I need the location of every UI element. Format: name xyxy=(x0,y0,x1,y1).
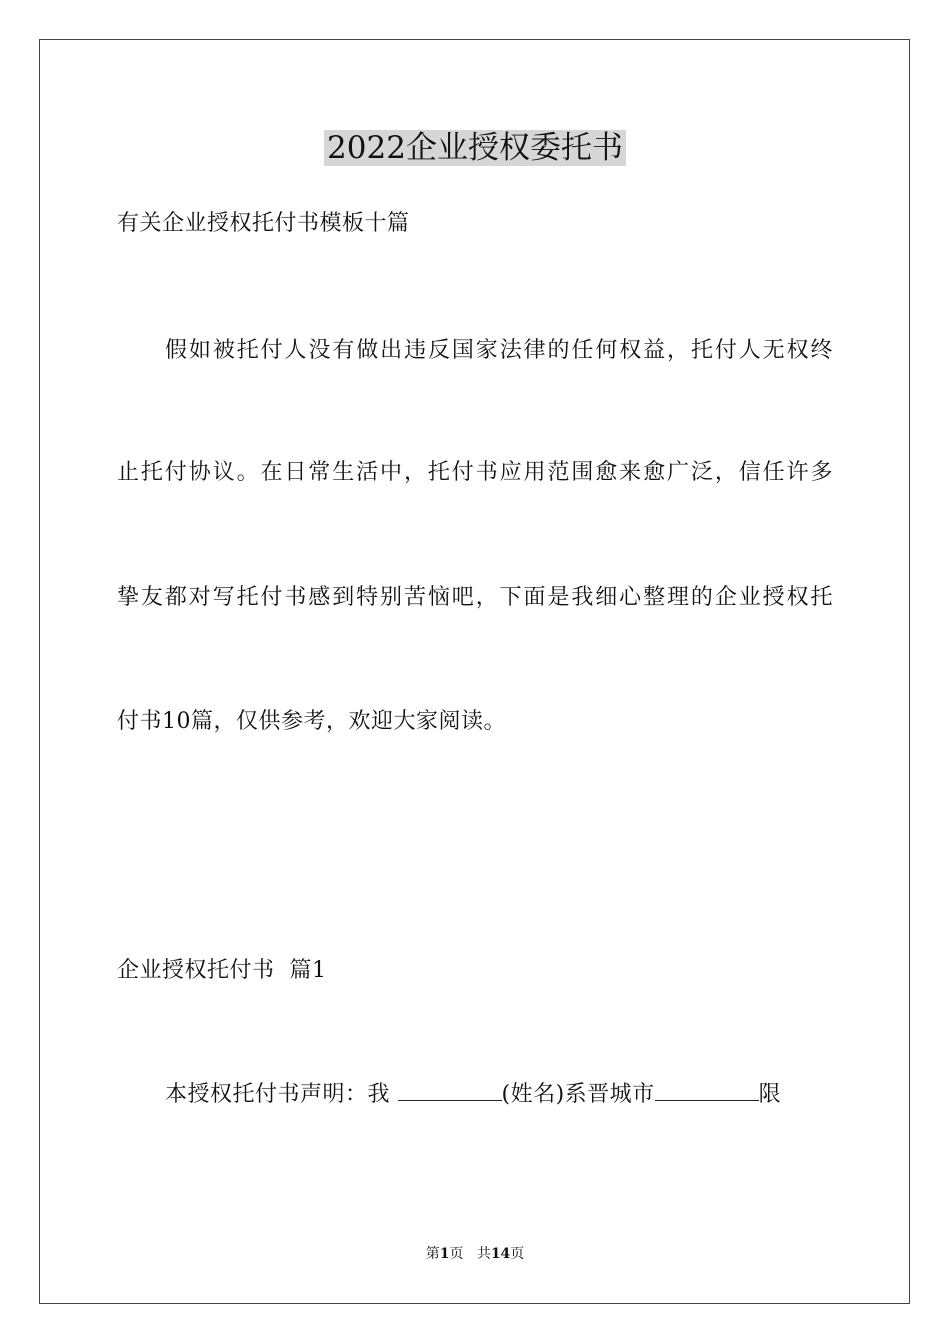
footer-total-prefix: 共 xyxy=(476,1246,491,1262)
document-subtitle: 有关企业授权托付书模板十篇 xyxy=(117,211,410,236)
footer-total-suffix: 页 xyxy=(510,1246,525,1262)
declaration-line xyxy=(165,1080,781,1110)
section-heading: 企业授权托付书 篇1 xyxy=(117,958,327,983)
intro-line-3: 挚友都对写托付书感到特别苦恼吧，下面是我细心整理的企业授权托 xyxy=(117,585,833,610)
document-title xyxy=(0,126,950,170)
document-title-text: 2022企业授权委托书 xyxy=(324,130,626,166)
page-footer xyxy=(0,1244,950,1264)
intro-line-2: 止托付协议。在日常生活中，托付书应用范围愈来愈广泛，信任许多 xyxy=(117,460,833,485)
name-blank-field[interactable] xyxy=(398,1080,502,1101)
declaration-text-3: 限 xyxy=(758,1082,782,1107)
company-blank-field[interactable] xyxy=(655,1080,759,1101)
declaration-text-2: (姓名)系晋城市 xyxy=(501,1082,655,1107)
footer-page-prefix: 第 xyxy=(425,1246,440,1262)
declaration-text-1: 本授权托付书声明：我 xyxy=(165,1082,398,1107)
footer-page-suffix: 页 xyxy=(449,1246,464,1262)
intro-line-1: 假如被托付人没有做出违反国家法律的任何权益，托付人无权终 xyxy=(165,338,833,363)
intro-line-4: 付书10篇，仅供参考，欢迎大家阅读。 xyxy=(117,709,506,734)
footer-total-pages: 14 xyxy=(490,1246,511,1262)
footer-page-number: 1 xyxy=(439,1246,450,1262)
